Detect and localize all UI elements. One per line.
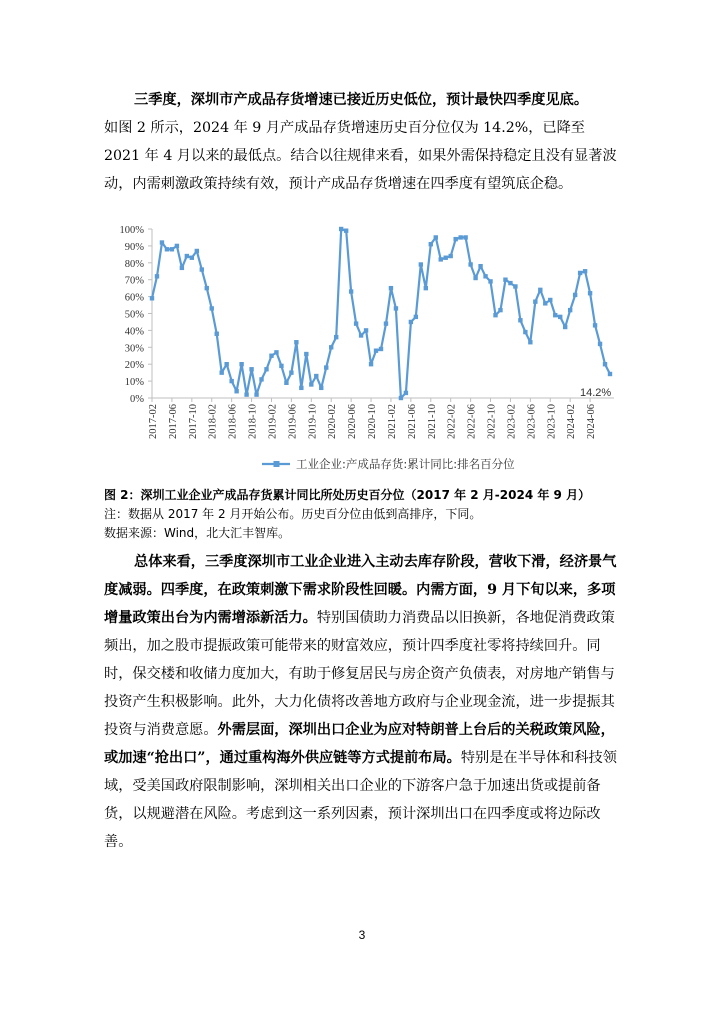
x-tick-label: 2019-02	[267, 404, 279, 439]
x-tick-label: 2018-10	[247, 404, 259, 439]
x-tick-label: 2021-02	[386, 404, 398, 439]
data-point	[498, 308, 502, 312]
data-point	[210, 306, 214, 310]
data-point	[219, 370, 223, 374]
figure-note: 注：数据从 2017 年 2 月开始公布。历史百分位由低到高排序，下同。	[104, 507, 482, 521]
data-point	[279, 364, 283, 368]
data-point	[404, 391, 408, 395]
paragraph-2	[104, 548, 624, 856]
data-point	[458, 235, 462, 239]
data-point	[389, 286, 393, 290]
figure-2-chart	[104, 212, 624, 482]
data-point	[588, 291, 592, 295]
x-tick-label: 2024-02	[566, 404, 578, 439]
data-point	[339, 227, 343, 231]
data-point	[598, 342, 602, 346]
data-point	[573, 293, 577, 297]
figure-source: 数据来源：Wind，北大汇丰智库。	[104, 526, 291, 540]
x-tick-label: 2022-06	[466, 404, 478, 439]
paragraph-1	[104, 86, 624, 198]
data-point	[264, 367, 268, 371]
data-point	[439, 257, 443, 261]
data-point	[229, 379, 233, 383]
data-point	[324, 365, 328, 369]
data-point	[548, 298, 552, 302]
paragraph-1-lead: 三季度，深圳市产成品存货增速已接近历史低位，预计最快四季度见底。	[134, 92, 589, 108]
data-point	[434, 235, 438, 239]
data-point	[259, 377, 263, 381]
x-tick-label: 2017-02	[148, 404, 159, 439]
data-point	[493, 313, 497, 317]
data-point	[165, 247, 169, 251]
data-point	[349, 289, 353, 293]
data-point	[244, 392, 248, 396]
y-tick-label: 30%	[124, 343, 144, 355]
x-tick-label: 2018-06	[227, 404, 239, 439]
data-point	[518, 318, 522, 322]
y-tick-label: 50%	[124, 309, 144, 321]
y-tick-label: 100%	[119, 225, 144, 236]
p2-segment-3: 特别是在半导体和科技领域，受美国政府限制影响，深圳相关出口企业的下游客户急于加速出货或提前备货，以规避潜在风险。考虑到这一系列因素，预计深圳出口在四季度或将边际改善。	[104, 750, 617, 850]
data-point	[185, 254, 189, 258]
data-point	[563, 325, 567, 329]
data-point	[578, 271, 582, 275]
x-tick-label: 2023-02	[506, 404, 518, 439]
data-point	[195, 249, 199, 253]
data-point	[180, 266, 184, 270]
paragraph-1-body: 如图 2 所示，2024 年 9 月产成品存货增速历史百分位仅为 14.2%，已降至 2021 年 4 月以来的最低点。结合以往规律来看，如果外需保持稳定且没有显著波动，内需刺激政策持续有效，预计产成品存货增速在四季度有望筑底企稳。	[104, 120, 617, 192]
data-point	[234, 389, 238, 393]
data-point	[503, 278, 507, 282]
data-point	[294, 340, 298, 344]
x-tick-label: 2023-06	[526, 404, 538, 439]
data-point	[155, 274, 159, 278]
data-point	[424, 286, 428, 290]
data-point	[319, 386, 323, 390]
data-point	[583, 269, 587, 273]
data-point	[150, 296, 154, 300]
data-point	[354, 321, 358, 325]
data-point	[508, 281, 512, 285]
x-tick-label: 2021-06	[406, 404, 418, 439]
x-tick-label: 2020-02	[327, 404, 339, 439]
y-tick-label: 40%	[124, 326, 144, 338]
data-point	[528, 340, 532, 344]
data-point	[364, 328, 368, 332]
data-point	[453, 237, 457, 241]
data-point	[239, 362, 243, 366]
data-point	[533, 299, 537, 303]
data-point	[170, 247, 174, 251]
y-tick-label: 70%	[124, 275, 144, 287]
data-point	[483, 274, 487, 278]
p2-segment-2: 外需层面，深圳出口企业为应对特朗普上台后的关税政策风险，或加速“抢出口”，通过重构海外供应链等方式提前布局。	[104, 722, 615, 766]
data-point	[254, 392, 258, 396]
data-point	[558, 315, 562, 319]
data-point	[448, 254, 452, 258]
data-point	[409, 320, 413, 324]
data-point	[284, 381, 288, 385]
data-point	[543, 301, 547, 305]
data-point	[215, 332, 219, 336]
x-tick-label: 2022-10	[486, 404, 498, 439]
data-point	[419, 262, 423, 266]
data-point	[608, 372, 612, 376]
data-point	[379, 347, 383, 351]
data-point	[414, 315, 418, 319]
x-tick-label: 2020-06	[347, 404, 359, 439]
data-point	[175, 244, 179, 248]
data-point	[190, 256, 194, 260]
data-point	[299, 386, 303, 390]
data-point	[369, 362, 373, 366]
data-point	[473, 276, 477, 280]
legend-label: 工业企业:产成品存货:累计同比:排名百分位	[296, 457, 515, 471]
data-point	[429, 242, 433, 246]
page-number: 3	[358, 928, 366, 942]
data-point	[274, 350, 278, 354]
y-tick-label: 90%	[124, 241, 144, 253]
data-point	[553, 313, 557, 317]
data-point	[314, 374, 318, 378]
data-point	[329, 345, 333, 349]
data-point	[463, 235, 467, 239]
data-point	[399, 396, 403, 400]
y-tick-label: 60%	[124, 292, 144, 304]
data-point	[394, 306, 398, 310]
x-tick-label: 2017-10	[187, 404, 199, 439]
data-point	[538, 288, 542, 292]
data-point	[200, 267, 204, 271]
data-point	[478, 264, 482, 268]
data-point	[374, 348, 378, 352]
data-point	[444, 256, 448, 260]
data-point	[344, 228, 348, 232]
x-tick-label: 2023-10	[546, 404, 558, 439]
figure-caption: 图 2：深圳工业企业产成品存货累计同比所处历史百分位（2017 年 2 月-2024 年 9 月）	[104, 488, 591, 502]
data-point	[384, 321, 388, 325]
x-tick-label: 2017-06	[167, 404, 179, 439]
data-point	[468, 262, 472, 266]
p2-segment-0: 总体来看，三季度深圳市工业企业进入主动去库存阶段，营收下滑，经济景气度减弱。四季度，在政策刺激下需求阶段性回暖。内需方面，9 月下旬以来，多项增量政策出台为内需增添新活力。	[104, 554, 617, 626]
data-point	[523, 330, 527, 334]
data-point	[334, 335, 338, 339]
x-tick-label: 2021-10	[426, 404, 438, 439]
p2-segment-1: 特别国债助力消费品以旧换新，各地促消费政策频出，加之股市提振政策可能带来的财富效应，预计四季度社零将持续回升。同时，保交楼和收储力度加大，有助于修复居民与房企资产负债表，对房地产销售与投资产生积极影响。此外，大力化债将改善地方政府与企业现金流，进一步提振其投资与消费意愿。	[104, 610, 615, 738]
y-tick-label: 10%	[124, 377, 144, 389]
data-point	[603, 362, 607, 366]
x-tick-label: 2019-10	[307, 404, 319, 439]
x-tick-label: 2020-10	[367, 404, 379, 439]
data-point	[289, 370, 293, 374]
data-point	[249, 367, 253, 371]
y-tick-label: 20%	[124, 360, 144, 372]
data-point	[304, 352, 308, 356]
y-tick-label: 80%	[124, 258, 144, 270]
data-point	[224, 362, 228, 366]
data-label-last: 14.2%	[580, 387, 612, 400]
x-tick-label: 2024-06	[586, 403, 598, 439]
data-point	[160, 240, 164, 244]
data-point	[568, 308, 572, 312]
y-tick-label: 0%	[130, 394, 144, 405]
x-tick-label: 2019-06	[287, 404, 299, 439]
x-tick-label: 2018-02	[207, 404, 219, 439]
data-point	[205, 286, 209, 290]
data-point	[488, 279, 492, 283]
line-chart	[104, 212, 624, 482]
data-point	[513, 284, 517, 288]
legend-marker	[274, 461, 280, 467]
x-tick-label: 2022-02	[446, 404, 458, 439]
data-point	[269, 354, 273, 358]
data-point	[359, 333, 363, 337]
data-point	[309, 382, 313, 386]
data-point	[593, 323, 597, 327]
